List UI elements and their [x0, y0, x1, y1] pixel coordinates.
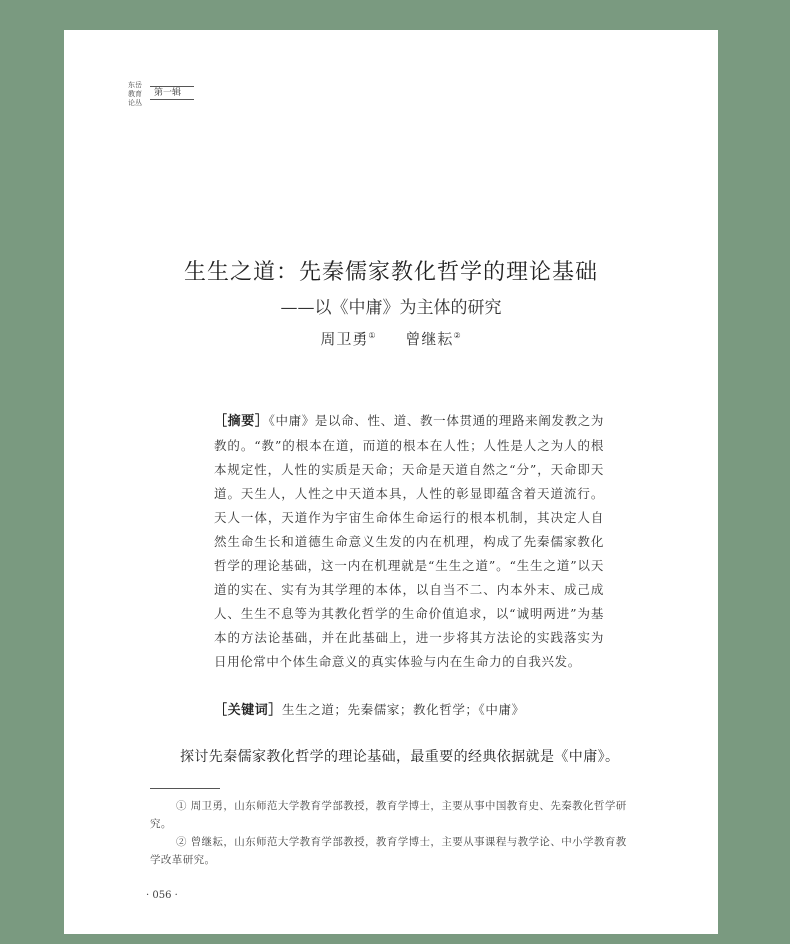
article-subtitle: ——以《中庸》为主体的研究 — [280, 298, 502, 318]
abstract — [180, 409, 604, 674]
series-line: 东岳 — [128, 81, 142, 89]
series-line: 教育 — [128, 90, 142, 98]
abstract-label: ［摘要］ — [214, 414, 269, 429]
page-number: · 056 · — [146, 890, 178, 901]
series-line: 论丛 — [128, 99, 142, 107]
keywords-label: ［关键词］ — [214, 703, 283, 718]
volume-label: 第一辑 — [150, 86, 194, 100]
author-name: 曾继耘 — [405, 330, 454, 348]
author-name: 周卫勇 — [320, 330, 369, 348]
article-title: 生生之道：先秦儒家教化哲学的理论基础 — [183, 260, 598, 285]
footnote-divider — [150, 788, 220, 789]
body-paragraph: 探讨先秦儒家教化哲学的理论基础，最重要的经典依据就是《中庸》。 — [180, 749, 620, 765]
footnotes — [150, 797, 630, 869]
author-footnote-mark: ① — [368, 331, 377, 340]
series-name — [128, 81, 148, 108]
document-page — [64, 30, 718, 934]
author-footnote-mark: ② — [453, 331, 462, 340]
keywords — [214, 699, 525, 718]
footnote: ① 周卫勇，山东师范大学教育学部教授，教育学博士，主要从事中国教育史、先秦教化哲学研究。 — [150, 800, 627, 830]
keywords-text: 生生之道；先秦儒家；教化哲学；《中庸》 — [282, 702, 525, 717]
author-line — [64, 328, 718, 349]
abstract-text: 《中庸》是以命、性、道、教一体贯通的理路来阐发教之为教的。“教”的根本在道，而道的根本在人性；人性是人之为人的根本规定性，人性的实质是天命；天命是天道自然之“分”，天命即天道。天生人，人性之中天道本具，人性的彰显即蕴含着天道流行。天人一体，天道作为宇宙生命体生命运行的根本机制，其决定人自然生命生长和道德生命意义生发的内在机理，构成了先秦儒家教化哲学的理论基础，这一内在机理就是“生生之道”。“生生之道”以天道的实在、实有为其学理的本体，以自当不二、内本外末、成己成人、生生不息等为其教化哲学的生命价值追求，以“诚明两进”为基本的方法论基础，并在此基础上，进一步将其方法论的实践落实为日用伦常中个体生命意义的真实体验与内在生命力的自我兴发。 — [214, 413, 604, 669]
footnote: ② 曾继耘，山东师范大学教育学部教授，教育学博士，主要从事课程与教学论、中小学教育教学改革研究。 — [150, 836, 627, 866]
